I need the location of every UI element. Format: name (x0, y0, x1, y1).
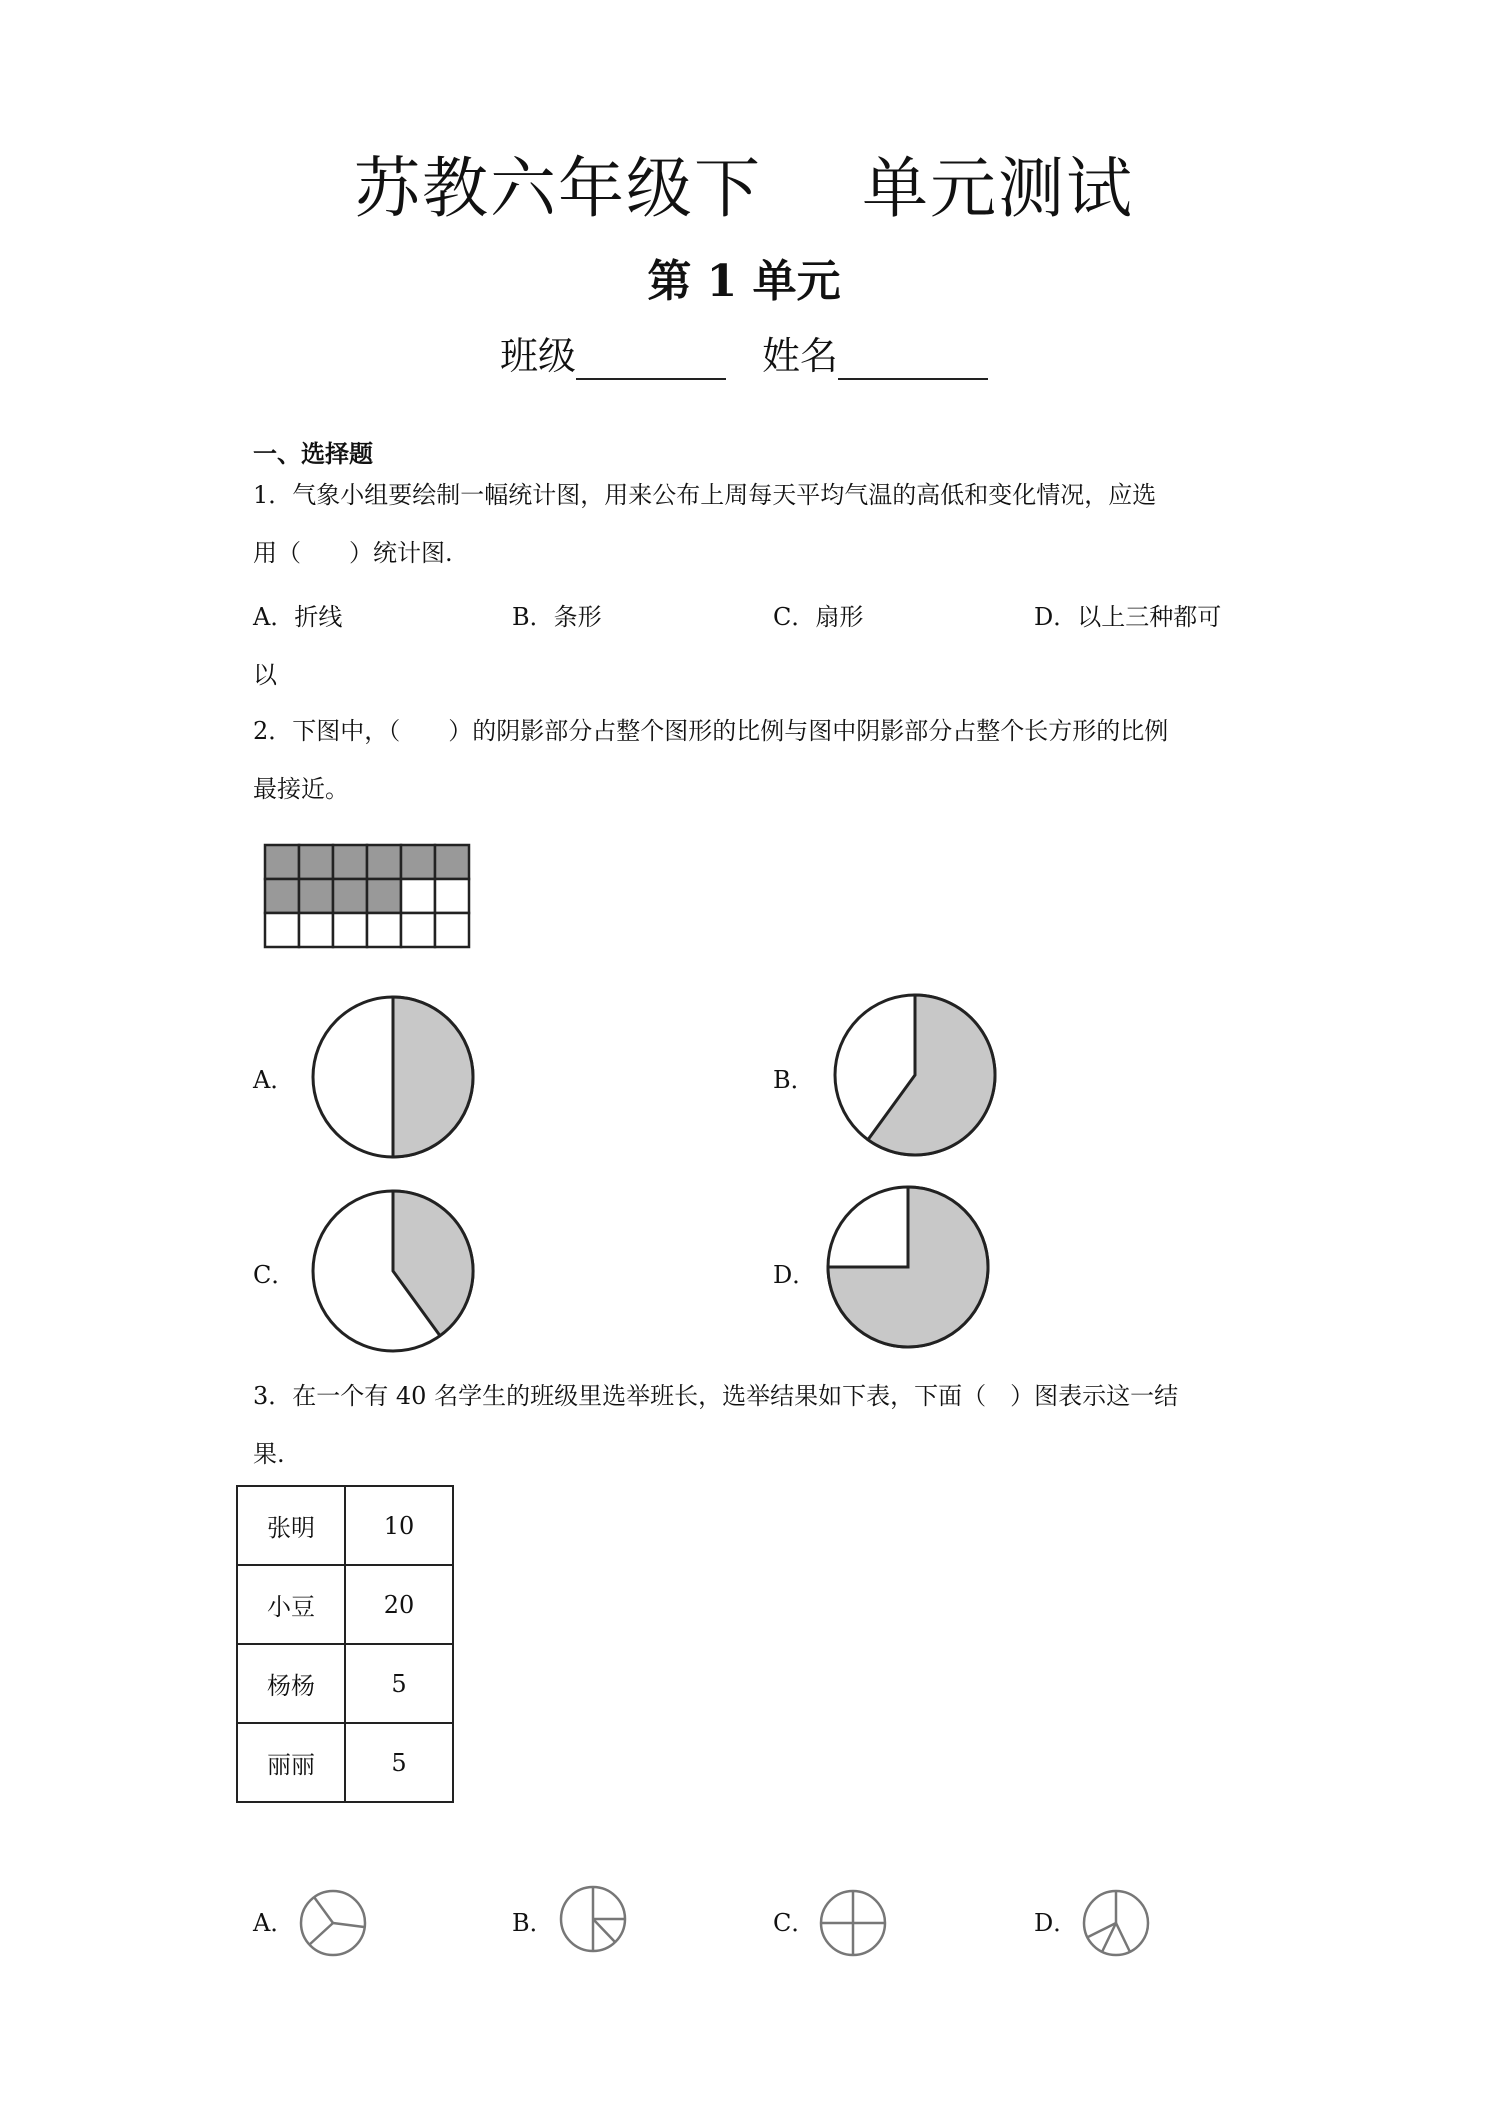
q2-option-c-label[interactable]: C． (253, 1261, 296, 1289)
title-right: 单元测试 (862, 150, 1134, 227)
student-info-line (0, 325, 1488, 380)
section-heading: 一、选择题 (253, 440, 373, 468)
grid-cell (367, 879, 401, 913)
unit-subtitle: 第 1 单元 (647, 256, 841, 307)
q3-option-b-pie[interactable] (557, 1883, 629, 1955)
grid-cell (299, 879, 333, 913)
grid-cell (401, 879, 435, 913)
name-blank[interactable] (838, 342, 988, 380)
title-left: 苏教六年级下 (354, 150, 762, 227)
question-2 (253, 702, 1253, 818)
table-row (237, 1723, 453, 1802)
candidate-name: 杨杨 (237, 1644, 345, 1723)
vote-count: 5 (345, 1723, 453, 1802)
question-2-line1: 2．下图中，（ ）的阴影部分占整个图形的比例与图中阴影部分占整个长方形的比例 (253, 717, 1169, 745)
table-row (237, 1486, 453, 1565)
q2-option-c-pie[interactable] (308, 1186, 478, 1356)
name-label: 姓名 (762, 334, 839, 378)
q2-option-d-label[interactable]: D． (773, 1261, 817, 1289)
q2-option-a-label[interactable]: A． (253, 1066, 295, 1094)
q1-option-d[interactable]: D．以上三种都可 (1034, 603, 1222, 631)
question-1-line1: 1．气象小组要绘制一幅统计图，用来公布上周每天平均气温的高低和变化情况，应选 (253, 481, 1157, 509)
q2-option-b-pie[interactable] (830, 990, 1000, 1160)
grid-cell (299, 845, 333, 879)
q3-option-c-label[interactable]: C． (773, 1909, 816, 1937)
grid-cell (367, 845, 401, 879)
q2-option-a-pie[interactable] (308, 992, 478, 1162)
grid-cell (435, 879, 469, 913)
question-2-line2: 最接近。 (253, 775, 349, 803)
grid-cell (435, 913, 469, 947)
question-1 (253, 466, 1253, 582)
election-results-table (236, 1485, 454, 1803)
grid-cell (265, 879, 299, 913)
grid-cell (333, 913, 367, 947)
grid-cell (333, 845, 367, 879)
q3-option-d-label[interactable]: D． (1034, 1909, 1078, 1937)
candidate-name: 小豆 (237, 1565, 345, 1644)
page-title (0, 135, 1488, 230)
q3-option-c-pie[interactable] (817, 1887, 889, 1959)
class-blank[interactable] (576, 342, 726, 380)
vote-count: 10 (345, 1486, 453, 1565)
question-3 (253, 1367, 1253, 1483)
grid-cell (265, 913, 299, 947)
q2-pie-a-shaded-slice (393, 997, 473, 1157)
q3-option-a-pie[interactable] (297, 1887, 369, 1959)
q1-option-b[interactable]: B．条形 (512, 603, 602, 631)
q3-option-d-pie[interactable] (1080, 1887, 1152, 1959)
grid-cell (401, 913, 435, 947)
grid-cell (435, 845, 469, 879)
grid-cell (265, 845, 299, 879)
question-1-line2: 用（ ）统计图. (253, 539, 453, 567)
table-row (237, 1644, 453, 1723)
q3-option-b-label[interactable]: B． (512, 1909, 554, 1937)
table-row (237, 1565, 453, 1644)
candidate-name: 丽丽 (237, 1723, 345, 1802)
q2-option-d-pie[interactable] (823, 1182, 993, 1352)
class-label: 班级 (499, 334, 576, 378)
grid-cell (401, 845, 435, 879)
candidate-name: 张明 (237, 1486, 345, 1565)
grid-cell (333, 879, 367, 913)
q1-option-a[interactable]: A．折线 (253, 603, 343, 631)
vote-count: 5 (345, 1644, 453, 1723)
question-3-line2: 果. (253, 1440, 285, 1468)
grid-cell (299, 913, 333, 947)
q1-option-d-wrap: 以 (253, 661, 277, 689)
q1-option-c[interactable]: C．扇形 (773, 603, 864, 631)
q3-option-a-label[interactable]: A． (253, 1909, 295, 1937)
vote-count: 20 (345, 1565, 453, 1644)
grid-cell (367, 913, 401, 947)
shaded-grid-figure (262, 842, 474, 954)
question-3-line1: 3．在一个有 40 名学生的班级里选举班长，选举结果如下表，下面（ ）图表示这一结 (253, 1382, 1179, 1410)
q2-option-b-label[interactable]: B． (773, 1066, 815, 1094)
